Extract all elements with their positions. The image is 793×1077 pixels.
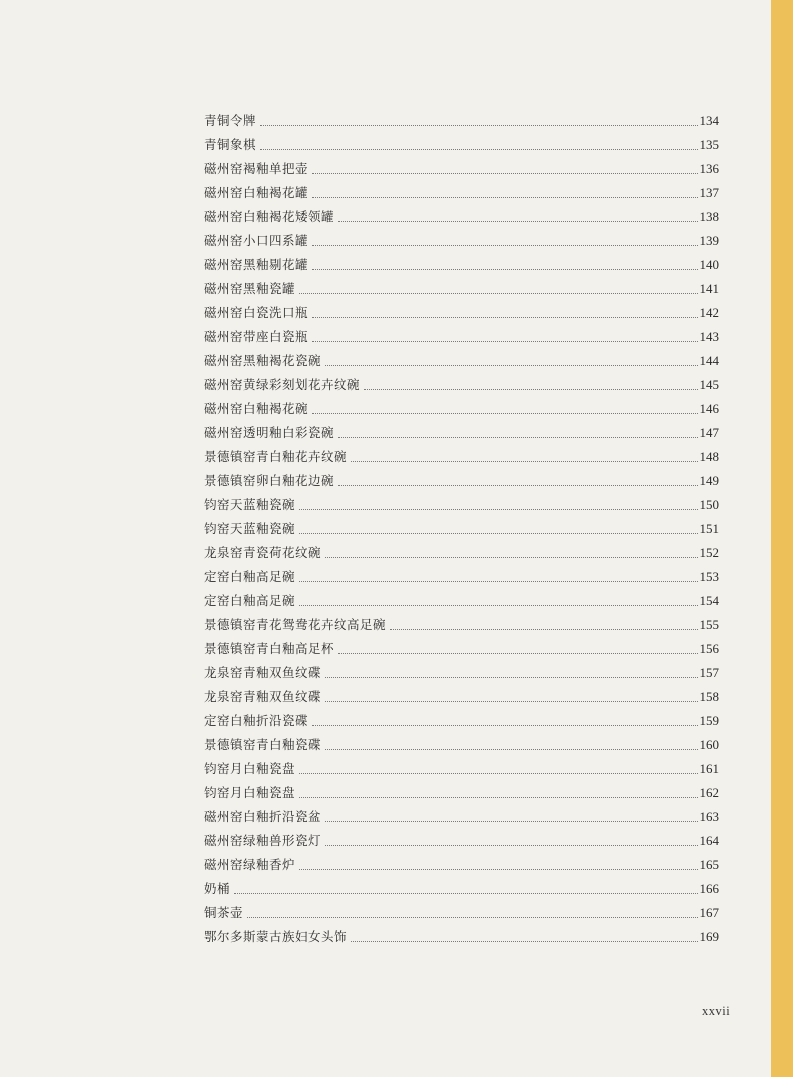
toc-entry[interactable] (204, 493, 719, 517)
toc-entry-title: 景德镇窑青白釉花卉纹碗 (204, 449, 348, 464)
toc-entry-page-number: 160 (699, 737, 719, 752)
toc-entry-page-number: 161 (699, 761, 719, 776)
page-edge-tab (771, 0, 793, 1077)
toc-entry-title: 定窑白釉折沿瓷碟 (204, 713, 309, 728)
dot-leader (312, 173, 697, 174)
toc-entry[interactable] (204, 541, 719, 565)
toc-entry-page-number: 153 (699, 569, 719, 584)
toc-entry-title: 磁州窑带座白瓷瓶 (204, 329, 309, 344)
toc-entry-title: 铜茶壶 (204, 905, 244, 920)
dot-leader (299, 869, 697, 870)
toc-entry-page-number: 144 (699, 353, 719, 368)
dot-leader (351, 941, 697, 942)
toc-entry-page-number: 138 (699, 209, 719, 224)
toc-entry[interactable] (204, 589, 719, 613)
toc-entry-title: 龙泉窑青釉双鱼纹碟 (204, 665, 322, 680)
toc-entry-page-number: 156 (699, 641, 719, 656)
toc-entry[interactable] (204, 325, 719, 349)
toc-entry[interactable] (204, 373, 719, 397)
toc-entry-title: 磁州窑褐釉单把壶 (204, 161, 309, 176)
dot-leader (312, 341, 697, 342)
toc-entry-page-number: 142 (699, 305, 719, 320)
toc-entry-title: 磁州窑绿釉兽形瓷灯 (204, 833, 322, 848)
toc-entry-page-number: 159 (699, 713, 719, 728)
toc-entry-title: 景德镇窑青白釉瓷碟 (204, 737, 322, 752)
toc-entry-title: 磁州窑黑釉瓷罐 (204, 281, 296, 296)
toc-entry-title: 定窑白釉高足碗 (204, 593, 296, 608)
toc-entry-title: 钧窑天蓝釉瓷碗 (204, 497, 296, 512)
toc-entry[interactable] (204, 277, 719, 301)
toc-entry[interactable] (204, 253, 719, 277)
toc-entry[interactable] (204, 805, 719, 829)
toc-entry-title: 定窑白釉高足碗 (204, 569, 296, 584)
toc-entry-title: 景德镇窑卵白釉花边碗 (204, 473, 335, 488)
dot-leader (325, 365, 697, 366)
toc-entry-title: 景德镇窑青花鸳鸯花卉纹高足碗 (204, 617, 387, 632)
toc-entry[interactable] (204, 733, 719, 757)
dot-leader (312, 413, 697, 414)
dot-leader (312, 725, 697, 726)
toc-entry-page-number: 143 (699, 329, 719, 344)
dot-leader (299, 293, 697, 294)
toc-entry-page-number: 166 (699, 881, 719, 896)
toc-entry-page-number: 134 (699, 113, 719, 128)
toc-entry-title: 磁州窑白瓷洗口瓶 (204, 305, 309, 320)
toc-entry[interactable] (204, 829, 719, 853)
dot-leader (338, 437, 697, 438)
toc-entry[interactable] (204, 901, 719, 925)
dot-leader (390, 629, 697, 630)
toc-entry-title: 钧窑天蓝釉瓷碗 (204, 521, 296, 536)
dot-leader (299, 581, 697, 582)
toc-entry-page-number: 157 (699, 665, 719, 680)
toc-entry-page-number: 152 (699, 545, 719, 560)
dot-leader (312, 245, 697, 246)
dot-leader (325, 845, 697, 846)
toc-entry[interactable] (204, 637, 719, 661)
toc-entry[interactable] (204, 205, 719, 229)
toc-entry-title: 钧窑月白釉瓷盘 (204, 761, 296, 776)
toc-entry-page-number: 148 (699, 449, 719, 464)
toc-entry-page-number: 149 (699, 473, 719, 488)
dot-leader (312, 197, 697, 198)
toc-entry[interactable] (204, 397, 719, 421)
toc-entry[interactable] (204, 421, 719, 445)
dot-leader (338, 485, 697, 486)
toc-entry[interactable] (204, 565, 719, 589)
toc-entry-page-number: 154 (699, 593, 719, 608)
toc-entry-title: 磁州窑白釉褐花罐 (204, 185, 309, 200)
toc-entry[interactable] (204, 709, 719, 733)
toc-entry[interactable] (204, 133, 719, 157)
toc-entry-title: 青铜象棋 (204, 137, 257, 152)
toc-entry[interactable] (204, 517, 719, 541)
toc-entry-title: 磁州窑透明釉白彩瓷碗 (204, 425, 335, 440)
toc-entry[interactable] (204, 781, 719, 805)
toc-entry[interactable] (204, 613, 719, 637)
toc-entry-title: 龙泉窑青瓷荷花纹碗 (204, 545, 322, 560)
toc-entry[interactable] (204, 877, 719, 901)
toc-entry-title: 磁州窑白釉褐花矮领罐 (204, 209, 335, 224)
dot-leader (299, 605, 697, 606)
toc-entry-page-number: 162 (699, 785, 719, 800)
toc-entry-page-number: 163 (699, 809, 719, 824)
toc-entry-page-number: 137 (699, 185, 719, 200)
dot-leader (299, 509, 697, 510)
toc-entry-title: 磁州窑白釉褐花碗 (204, 401, 309, 416)
toc-entry-page-number: 167 (699, 905, 719, 920)
toc-entry[interactable] (204, 301, 719, 325)
dot-leader (351, 461, 697, 462)
dot-leader (338, 221, 697, 222)
toc-entry[interactable] (204, 925, 719, 949)
toc-entry-title: 磁州窑小口四系罐 (204, 233, 309, 248)
dot-leader (325, 677, 697, 678)
toc-entry[interactable] (204, 757, 719, 781)
toc-entry-title: 磁州窑黄绿彩刻划花卉纹碗 (204, 377, 361, 392)
toc-entry[interactable] (204, 229, 719, 253)
table-of-contents (204, 109, 719, 949)
toc-entry-page-number: 139 (699, 233, 719, 248)
dot-leader (299, 533, 697, 534)
toc-entry-title: 磁州窑黑釉褐花瓷碗 (204, 353, 322, 368)
toc-entry-title: 钧窑月白釉瓷盘 (204, 785, 296, 800)
dot-leader (299, 797, 697, 798)
dot-leader (325, 701, 697, 702)
toc-entry-page-number: 164 (699, 833, 719, 848)
toc-entry-title: 磁州窑白釉折沿瓷盆 (204, 809, 322, 824)
dot-leader (247, 917, 697, 918)
toc-entry-title: 奶桶 (204, 881, 231, 896)
dot-leader (312, 317, 697, 318)
toc-entry[interactable] (204, 109, 719, 133)
toc-entry-page-number: 146 (699, 401, 719, 416)
toc-entry-title: 龙泉窑青釉双鱼纹碟 (204, 689, 322, 704)
toc-entry-title: 青铜令牌 (204, 113, 257, 128)
toc-entry[interactable] (204, 445, 719, 469)
page-number: xxvii (702, 1004, 731, 1018)
toc-entry[interactable] (204, 181, 719, 205)
toc-entry-page-number: 155 (699, 617, 719, 632)
toc-entry-page-number: 147 (699, 425, 719, 440)
toc-entry-title: 景德镇窑青白釉高足杯 (204, 641, 335, 656)
toc-entry[interactable] (204, 157, 719, 181)
toc-entry-page-number: 145 (699, 377, 719, 392)
dot-leader (312, 269, 697, 270)
toc-entry[interactable] (204, 661, 719, 685)
dot-leader (325, 557, 697, 558)
toc-entry-page-number: 141 (699, 281, 719, 296)
dot-leader (299, 773, 697, 774)
dot-leader (260, 149, 697, 150)
toc-entry-page-number: 150 (699, 497, 719, 512)
toc-entry[interactable] (204, 469, 719, 493)
toc-entry-title: 磁州窑绿釉香炉 (204, 857, 296, 872)
toc-entry-page-number: 136 (699, 161, 719, 176)
dot-leader (364, 389, 697, 390)
toc-entry-page-number: 165 (699, 857, 719, 872)
toc-entry-page-number: 158 (699, 689, 719, 704)
toc-entry-page-number: 135 (699, 137, 719, 152)
toc-entry-title: 磁州窑黑釉剔花罐 (204, 257, 309, 272)
dot-leader (325, 821, 697, 822)
toc-entry-page-number: 140 (699, 257, 719, 272)
toc-entry-title: 鄂尔多斯蒙古族妇女头饰 (204, 929, 348, 944)
dot-leader (260, 125, 697, 126)
toc-entry[interactable] (204, 853, 719, 877)
dot-leader (338, 653, 697, 654)
toc-entry-page-number: 151 (699, 521, 719, 536)
toc-entry[interactable] (204, 349, 719, 373)
dot-leader (234, 893, 697, 894)
toc-entry-page-number: 169 (699, 929, 719, 944)
toc-entry[interactable] (204, 685, 719, 709)
dot-leader (325, 749, 697, 750)
